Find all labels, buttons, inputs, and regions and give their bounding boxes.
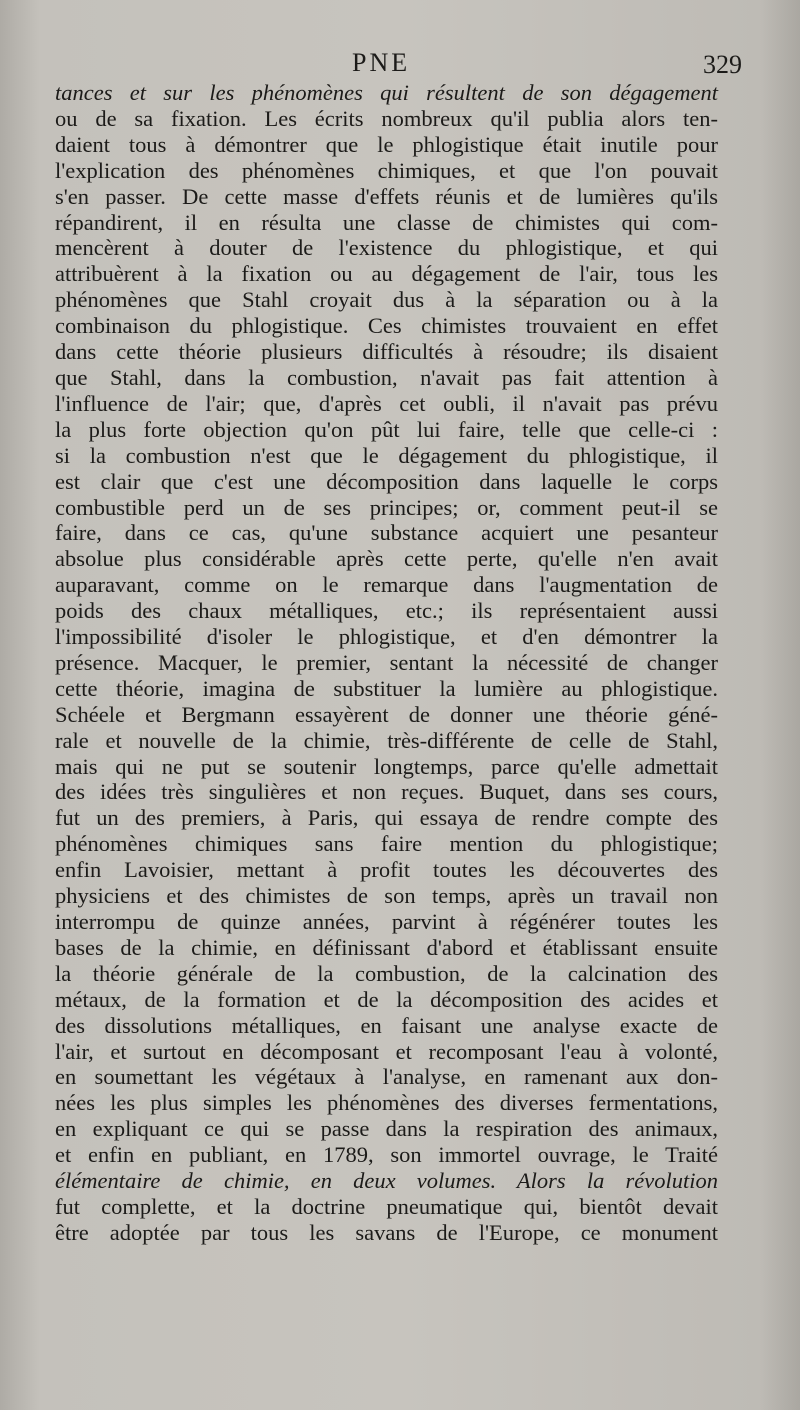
text-line: l'impossibilité d'isoler le phlogistique, et d'en démontrer la [55,624,718,650]
text-line: attribuèrent à la fixation ou au dégagement de l'air, tous les [55,261,718,287]
text-line: métaux, de la formation et de la décomposition des acides et [55,986,718,1012]
text-line: ou de sa fixation. Les écrits nombreux qu'il publia alors ten- [55,105,718,131]
text-line: la plus forte objection qu'on pût lui faire, telle que celle-ci : [55,416,718,442]
running-head: PNE [352,48,411,77]
text-line: fut un des premiers, à Paris, qui essaya de rendre compte des [55,805,718,831]
text-line: si la combustion n'est que le dégagement du phlogistique, il [55,442,718,468]
body-text [55,80,718,1246]
text-line: absolue plus considérable après cette perte, qu'elle n'en avait [55,546,718,572]
text-line: tances et sur les phénomènes qui résultent de son dégagement [55,80,718,105]
text-line: daient tous à démontrer que le phlogistique était inutile pour [55,131,718,157]
text-line: l'air, et surtout en décomposant et recomposant l'eau à volonté, [55,1038,718,1064]
text-line: est clair que c'est une décomposition dans laquelle le corps [55,468,718,494]
page-number: 329 [703,50,742,79]
text-line: présence. Macquer, le premier, sentant la nécessité de changer [55,649,718,675]
text-line: faire, dans ce cas, qu'une substance acquiert une pesanteur [55,520,718,546]
text-line: des dissolutions métalliques, en faisant une analyse exacte de [55,1012,718,1038]
text-line: s'en passer. De cette masse d'effets réunis et de lumières qu'ils [55,183,718,209]
text-line: rale et nouvelle de la chimie, très-différente de celle de Stahl, [55,727,718,753]
text-line: que Stahl, dans la combustion, n'avait pas fait attention à [55,364,718,390]
text-line: élémentaire de chimie, en deux volumes. Alors la révolution [55,1168,718,1194]
text-line: nées les plus simples les phénomènes des diverses fermentations, [55,1090,718,1116]
text-line: bases de la chimie, en définissant d'abord et établissant ensuite [55,934,718,960]
page-header [56,48,742,82]
text-line: Schéele et Bergmann essayèrent de donner une théorie géné- [55,701,718,727]
text-line: en expliquant ce qui se passe dans la respiration des animaux, [55,1116,718,1142]
text-line: être adoptée par tous les savans de l'Europe, ce monument [55,1219,718,1245]
text-line: fut complette, et la doctrine pneumatique qui, bientôt devait [55,1193,718,1219]
text-line: enfin Lavoisier, mettant à profit toutes les découvertes des [55,857,718,883]
text-line: dans cette théorie plusieurs difficultés à résoudre; ils disaient [55,339,718,365]
text-line: poids des chaux métalliques, etc.; ils représentaient aussi [55,598,718,624]
text-line: la théorie générale de la combustion, de la calcination des [55,960,718,986]
text-line: auparavant, comme on le remarque dans l'augmentation de [55,572,718,598]
text-line: phénomènes que Stahl croyait dus à la séparation ou à la [55,287,718,313]
text-line: en soumettant les végétaux à l'analyse, en ramenant aux don- [55,1064,718,1090]
text-line: interrompu de quinze années, parvint à régénérer toutes les [55,909,718,934]
text-line: physiciens et des chimistes de son temps, après un travail non [55,883,718,909]
text-line: des idées très singulières et non reçues. Buquet, dans ses cours, [55,779,718,805]
text-line: mais qui ne put se soutenir longtemps, parce qu'elle admettait [55,753,718,779]
text-line: et enfin en publiant, en 1789, son immortel ouvrage, le Traité [55,1142,718,1168]
text-line: phénomènes chimiques sans faire mention du phlogistique; [55,831,718,857]
text-line: combustible perd un de ses principes; or, comment peut-il se [55,494,718,520]
text-line: l'influence de l'air; que, d'après cet oubli, il n'avait pas prévu [55,390,718,416]
text-line: cette théorie, imagina de substituer la lumière au phlogistique. [55,675,718,701]
text-line: répandirent, il en résulta une classe de chimistes qui com- [55,209,718,235]
text-line: l'explication des phénomènes chimiques, et que l'on pouvait [55,157,718,183]
text-line: mencèrent à douter de l'existence du phlogistique, et qui [55,235,718,261]
text-line: combinaison du phlogistique. Ces chimistes trouvaient en effet [55,313,718,339]
